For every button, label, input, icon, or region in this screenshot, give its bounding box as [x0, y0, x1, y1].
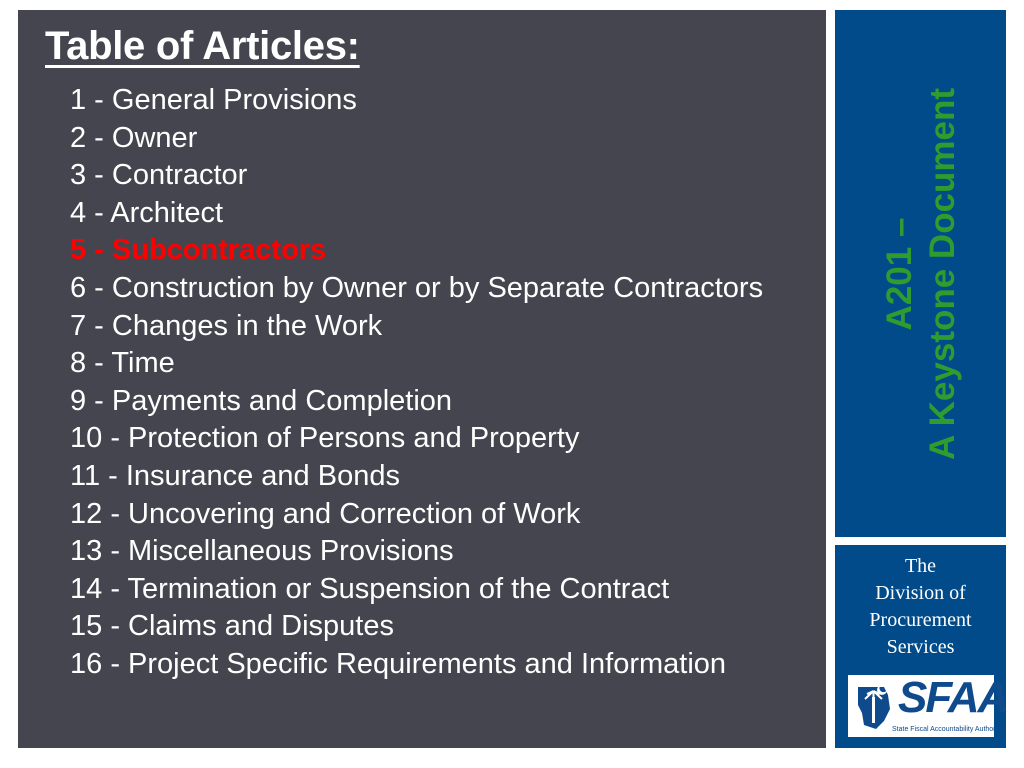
list-item: 12 - Uncovering and Correction of Work: [70, 497, 581, 530]
main-panel: [18, 10, 826, 748]
page-title: Table of Articles:: [45, 24, 360, 68]
org-line-3: Procurement: [869, 609, 972, 631]
banner-line-1: A201 –: [879, 217, 919, 330]
list-item: 11 - Insurance and Bonds: [70, 459, 400, 492]
list-item: 14 - Termination or Suspension of the Contract: [70, 572, 670, 605]
list-item: 3 - Contractor: [70, 159, 248, 192]
list-item: 8 - Time: [70, 347, 175, 380]
palmetto-icon: [854, 679, 894, 733]
logo-tagline: State Fiscal Accountability Authority: [892, 726, 1003, 733]
list-item: 10 - Protection of Persons and Property: [70, 422, 580, 455]
list-item-highlighted: 5 - Subcontractors: [70, 234, 327, 267]
logo-wordmark: SFAA: [898, 673, 1008, 722]
org-line-2: Division of: [875, 582, 966, 604]
list-item: 1 - General Provisions: [70, 84, 357, 116]
article-list: [70, 82, 763, 684]
list-item: 16 - Project Specific Requirements and Information: [70, 647, 727, 680]
list-item: 6 - Construction by Owner or by Separate Contractors: [70, 271, 764, 304]
list-item: 4 - Architect: [70, 196, 224, 229]
banner-text: [878, 87, 964, 459]
org-line-1: The: [904, 555, 937, 577]
side-banner: [835, 10, 1006, 537]
list-item: 2 - Owner: [70, 121, 198, 154]
list-item: 15 - Claims and Disputes: [70, 610, 394, 643]
org-line-4: Services: [886, 636, 955, 658]
banner-line-2: A Keystone Document: [922, 87, 962, 460]
org-panel: [835, 545, 1006, 748]
list-item: 9 - Payments and Completion: [70, 384, 453, 417]
sfaa-logo: [848, 673, 1008, 737]
list-item: 7 - Changes in the Work: [70, 309, 383, 342]
list-item: 13 - Miscellaneous Provisions: [70, 535, 454, 568]
org-name: [835, 553, 1006, 661]
